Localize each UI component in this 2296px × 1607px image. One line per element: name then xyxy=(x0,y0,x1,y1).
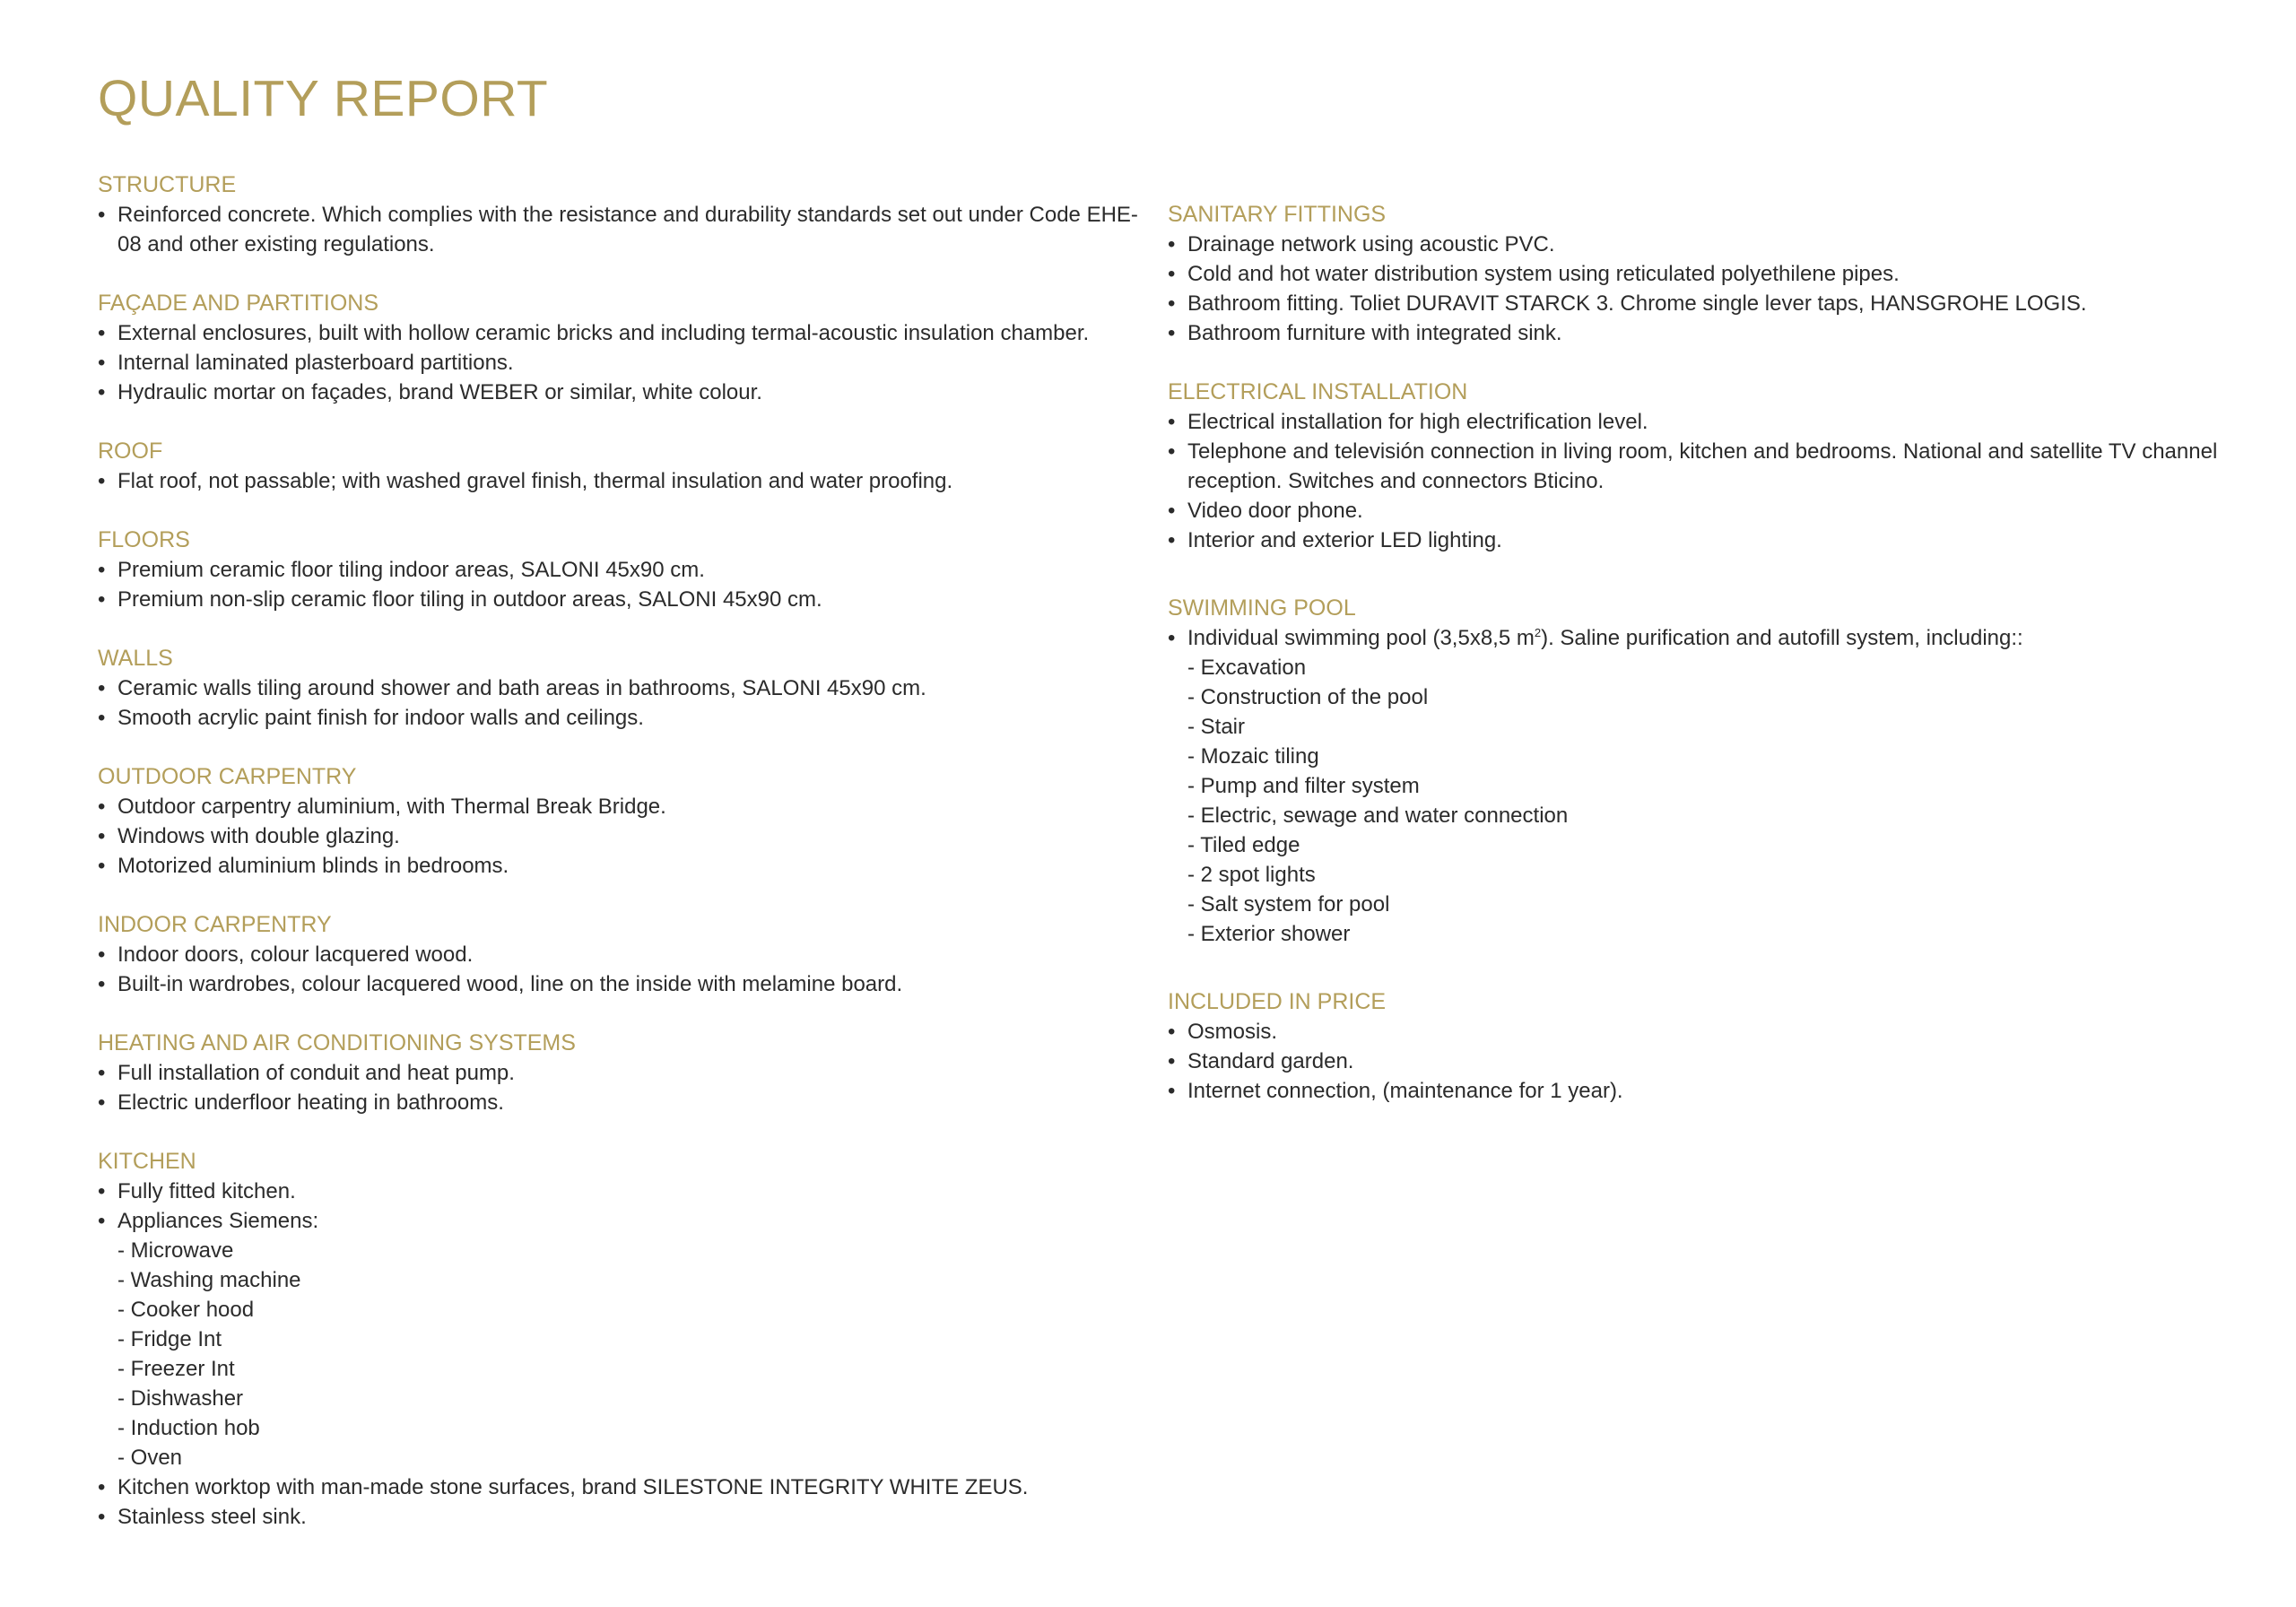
bullet: • xyxy=(1168,528,1176,552)
bullet: • xyxy=(1168,291,1176,316)
section-heading: ROOF xyxy=(98,439,163,464)
appliance-item: - Fridge Int xyxy=(117,1327,222,1351)
section-heading: INDOOR CARPENTRY xyxy=(98,912,332,937)
bullet: • xyxy=(98,587,106,612)
list-item xyxy=(98,673,1156,703)
section-facade-and-partitions xyxy=(98,289,1156,407)
bullet: • xyxy=(98,824,106,848)
bullet: • xyxy=(98,1090,106,1115)
list-item xyxy=(98,318,1156,348)
section-heading: STRUCTURE xyxy=(98,172,237,197)
right-column xyxy=(1168,200,2244,1135)
item-list xyxy=(1168,407,2244,555)
list-item xyxy=(98,940,1156,969)
list-item xyxy=(98,348,1156,378)
item-text: Windows with double glazing. xyxy=(117,824,400,848)
list-item xyxy=(1168,289,2244,318)
item-text: Kitchen worktop with man-made stone surfaces, brand SILESTONE INTEGRITY WHITE ZEUS. xyxy=(117,1475,1029,1499)
appliance-item: - Dishwasher xyxy=(117,1386,244,1411)
list-item xyxy=(98,1502,1156,1532)
list-item xyxy=(1168,437,2244,496)
item-text: Stainless steel sink. xyxy=(117,1505,307,1529)
section-outdoor-carpentry xyxy=(98,762,1156,881)
pool-subitem: - 2 spot lights xyxy=(1187,863,1316,887)
item-text: Motorized aluminium blinds in bedrooms. xyxy=(117,854,509,878)
item-list xyxy=(1168,230,2244,348)
bullet: • xyxy=(98,558,106,582)
item-list xyxy=(98,318,1156,407)
item-text: Bathroom fitting. Toliet DURAVIT STARCK 3. Chrome single lever taps, HANSGROHE LOGIS. xyxy=(1187,291,2087,316)
bullet: • xyxy=(1168,499,1176,523)
pool-subitem: - Mozaic tiling xyxy=(1187,744,1319,769)
item-text: Full installation of conduit and heat pump. xyxy=(117,1061,515,1085)
list-item xyxy=(98,821,1156,851)
section-structure xyxy=(98,170,1156,259)
appliance-item: - Microwave xyxy=(117,1238,234,1263)
bullet: • xyxy=(98,795,106,819)
list-item xyxy=(1168,1047,2244,1076)
section-heading: SANITARY FITTINGS xyxy=(1168,202,1387,227)
list-item xyxy=(98,585,1156,614)
superscript: 2 xyxy=(1534,626,1542,639)
item-list xyxy=(98,673,1156,733)
bullet: • xyxy=(1168,262,1176,286)
bullet: • xyxy=(98,1061,106,1085)
pool-subitem: - Exterior shower xyxy=(1187,922,1351,946)
item-text: Hydraulic mortar on façades, brand WEBER or similar, white colour. xyxy=(117,380,762,404)
list-item xyxy=(1168,496,2244,526)
pool-subitem: - Salt system for pool xyxy=(1187,892,1390,916)
section-swimming-pool xyxy=(1168,594,2244,949)
list-item xyxy=(98,466,1156,496)
pool-subitem-list xyxy=(1168,653,2244,949)
list-item xyxy=(98,1472,1156,1502)
item-list xyxy=(98,200,1156,259)
list-item xyxy=(98,1206,1156,1236)
list-item xyxy=(98,378,1156,407)
item-text: Indoor doors, colour lacquered wood. xyxy=(117,942,474,967)
bullet: • xyxy=(98,351,106,375)
section-heading: ELECTRICAL INSTALLATION xyxy=(1168,379,1468,404)
appliance-item: - Induction hob xyxy=(117,1416,260,1440)
item-text: Osmosis. xyxy=(1187,1020,1278,1044)
bullet: • xyxy=(98,706,106,730)
item-text-end: ). Saline purification and autofill system, including:: xyxy=(1541,626,2023,650)
bullet: • xyxy=(1168,232,1176,256)
bullet: • xyxy=(1168,410,1176,434)
bullet: • xyxy=(98,1475,106,1499)
item-list xyxy=(98,1058,1156,1117)
item-text: Interior and exterior LED lighting. xyxy=(1187,528,1502,552)
section-heating-and-air-conditioning-systems xyxy=(98,1029,1156,1117)
bullet: • xyxy=(98,203,106,227)
bullet: • xyxy=(1168,1049,1176,1073)
section-included-in-price xyxy=(1168,987,2244,1106)
item-text: Internet connection, (maintenance for 1 year). xyxy=(1187,1079,1623,1103)
section-kitchen xyxy=(98,1147,1156,1532)
bullet: • xyxy=(1168,1020,1176,1044)
item-text: Ceramic walls tiling around shower and bath areas in bathrooms, SALONI 45x90 cm. xyxy=(117,676,926,700)
bullet: • xyxy=(1168,439,1176,464)
item-text: Bathroom furniture with integrated sink. xyxy=(1187,321,1562,345)
item-text: Drainage network using acoustic PVC. xyxy=(1187,232,1555,256)
list-item xyxy=(98,1177,1156,1206)
appliance-item: - Freezer Int xyxy=(117,1357,235,1381)
item-text: Appliances Siemens: xyxy=(117,1209,319,1233)
item-text: Smooth acrylic paint finish for indoor walls and ceilings. xyxy=(117,706,644,730)
list-item xyxy=(98,703,1156,733)
list-item xyxy=(1168,318,2244,348)
item-text: Telephone and televisión connection in living room, kitchen and bedrooms. National and satellite TV channel reception. Switches and connectors Bticino. xyxy=(1187,439,2218,493)
appliance-item: - Oven xyxy=(117,1446,183,1470)
item-list xyxy=(1168,1017,2244,1106)
pool-subitem: - Pump and filter system xyxy=(1187,774,1420,798)
item-list xyxy=(98,792,1156,881)
section-heading: KITCHEN xyxy=(98,1149,196,1174)
list-item xyxy=(98,1088,1156,1117)
left-column xyxy=(98,170,1156,1561)
page-title: QUALITY REPORT xyxy=(98,70,549,127)
item-text: Video door phone. xyxy=(1187,499,1363,523)
item-text: Flat roof, not passable; with washed gravel finish, thermal insulation and water proofing. xyxy=(117,469,953,493)
bullet: • xyxy=(1168,321,1176,345)
section-heading: INCLUDED IN PRICE xyxy=(1168,989,1387,1014)
bullet: • xyxy=(98,942,106,967)
bullet: • xyxy=(1168,626,1176,650)
list-item xyxy=(1168,1076,2244,1106)
section-sanitary-fittings xyxy=(1168,200,2244,348)
section-electrical-installation xyxy=(1168,378,2244,555)
item-list xyxy=(98,940,1156,999)
list-item xyxy=(1168,1017,2244,1047)
pool-subitem: - Tiled edge xyxy=(1187,833,1300,857)
bullet: • xyxy=(98,854,106,878)
appliance-item: - Washing machine xyxy=(117,1268,301,1292)
section-roof xyxy=(98,437,1156,496)
bullet: • xyxy=(98,380,106,404)
section-heading: WALLS xyxy=(98,646,173,671)
section-heading: FLOORS xyxy=(98,527,190,552)
section-indoor-carpentry xyxy=(98,910,1156,999)
item-text: Internal laminated plasterboard partitions. xyxy=(117,351,514,375)
item-text: Cold and hot water distribution system using reticulated polyethilene pipes. xyxy=(1187,262,1900,286)
bullet: • xyxy=(98,972,106,996)
item-list xyxy=(1168,623,2244,949)
list-item xyxy=(98,1058,1156,1088)
item-text: External enclosures, built with hollow ceramic bricks and including termal-acoustic insulation chamber. xyxy=(117,321,1090,345)
section-heading: SWIMMING POOL xyxy=(1168,595,1356,621)
bullet: • xyxy=(98,1179,106,1203)
item-text: Electrical installation for high electrification level. xyxy=(1187,410,1648,434)
bullet: • xyxy=(1168,1079,1176,1103)
item-text: Premium non-slip ceramic floor tiling in outdoor areas, SALONI 45x90 cm. xyxy=(117,587,822,612)
item-text: Fully fitted kitchen. xyxy=(117,1179,296,1203)
item-text-start: Individual swimming pool (3,5x8,5 m xyxy=(1187,626,1535,650)
pool-subitem: - Stair xyxy=(1187,715,1246,739)
bullet: • xyxy=(98,321,106,345)
item-text: Outdoor carpentry aluminium, with Thermal Break Bridge. xyxy=(117,795,666,819)
bullet: • xyxy=(98,676,106,700)
pool-subitem: - Excavation xyxy=(1187,656,1307,680)
item-list xyxy=(98,466,1156,496)
list-item xyxy=(1168,407,2244,437)
section-heading: FAÇADE AND PARTITIONS xyxy=(98,291,379,316)
section-heading: HEATING AND AIR CONDITIONING SYSTEMS xyxy=(98,1030,576,1055)
list-item xyxy=(98,555,1156,585)
item-text: Premium ceramic floor tiling indoor areas, SALONI 45x90 cm. xyxy=(117,558,705,582)
pool-subitem: - Electric, sewage and water connection xyxy=(1187,804,1569,828)
appliance-item: - Cooker hood xyxy=(117,1298,255,1322)
list-item xyxy=(98,851,1156,881)
item-text: Standard garden. xyxy=(1187,1049,1354,1073)
list-item xyxy=(98,200,1156,259)
item-list xyxy=(98,555,1156,614)
list-item xyxy=(98,969,1156,999)
bullet: • xyxy=(98,1209,106,1233)
bullet: • xyxy=(98,1505,106,1529)
list-item xyxy=(98,792,1156,821)
list-item xyxy=(1168,230,2244,259)
list-item xyxy=(1168,526,2244,555)
section-floors xyxy=(98,526,1156,614)
pool-subitem: - Construction of the pool xyxy=(1187,685,1429,709)
appliance-list xyxy=(98,1236,1156,1472)
list-item xyxy=(1168,623,2244,653)
item-text: Reinforced concrete. Which complies with the resistance and durability standards set out under Code EHE-08 and other existing regulations. xyxy=(117,203,1138,256)
list-item xyxy=(1168,259,2244,289)
item-text: Built-in wardrobes, colour lacquered wood, line on the inside with melamine board. xyxy=(117,972,903,996)
section-heading: OUTDOOR CARPENTRY xyxy=(98,764,357,789)
item-list xyxy=(98,1177,1156,1532)
section-walls xyxy=(98,644,1156,733)
item-text: Electric underfloor heating in bathrooms. xyxy=(117,1090,504,1115)
bullet: • xyxy=(98,469,106,493)
